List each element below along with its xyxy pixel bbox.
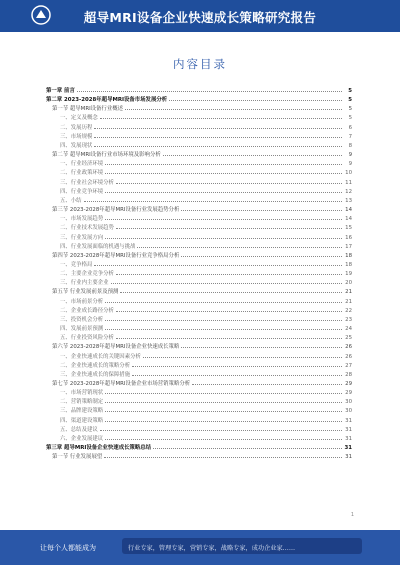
toc-entry-item[interactable] [46,416,352,425]
toc-entry-page: 17 [345,243,352,250]
toc-entry-page: 18 [345,252,352,259]
toc-entry-page: 31 [345,435,352,442]
toc-entry-section[interactable] [46,104,352,113]
toc-entry-page: 14 [345,207,352,214]
toc-entry-page: 19 [345,271,352,278]
dot-leader [100,113,342,119]
toc-entry-label: 一、定义及概念 [60,115,98,122]
dot-leader [104,452,342,458]
dot-leader [105,168,342,174]
toc-entry-label: 第四节 2023-2028年超导MRI设备行业竞争格局分析 [52,252,180,259]
toc-entry-item[interactable] [46,434,352,443]
toc-entry-item[interactable] [46,333,352,342]
toc-entry-label: 三、企业快速成长的保障措施 [60,371,131,378]
toc-entry-page: 6 [348,124,352,131]
toc-entry-item[interactable] [46,269,352,278]
toc-entry-item[interactable] [46,113,352,122]
toc-entry-label: 一、行业经济环境 [60,161,104,168]
toc-entry-page: 14 [345,216,352,223]
toc-entry-label: 三、品牌建设策略 [60,408,104,415]
dot-leader [105,397,342,403]
dot-leader [100,425,342,431]
toc-entry-label: 第一节 行业发展展望 [52,454,103,461]
dot-leader [111,278,342,284]
toc-entry-page: 9 [348,152,352,159]
toc-entry-page: 31 [344,445,352,452]
toc-entry-label: 四、发展前景预测 [60,326,104,333]
dot-leader [137,242,342,248]
toc-entry-chapter[interactable] [46,86,352,95]
toc-entry-item[interactable] [46,278,352,287]
toc-entry-item[interactable] [46,397,352,406]
toc-entry-label: 第五节 行业发展前景及预测 [52,289,119,296]
dot-leader [153,443,342,449]
document-title: 超导MRI设备企业快速成长策略研究报告 [83,10,317,25]
toc-entry-item[interactable] [46,406,352,415]
toc-entry-label: 四、行业竞争环境 [60,188,104,195]
toc-entry-item[interactable] [46,168,352,177]
toc-entry-page: 11 [345,179,352,186]
toc-entry-label: 二、行业政策环境 [60,170,104,177]
footer-tagline: 行业专家，管理专家，营销专家，战略专家，成功企业家…… [128,545,296,552]
toc-entry-item[interactable] [46,242,352,251]
footer-slogan: 让每个人都能成为 [40,544,96,552]
toc-entry-section[interactable] [46,379,352,388]
dot-leader [105,388,342,394]
toc-entry-label: 三、行业发展方向 [60,234,104,241]
toc-entry-item[interactable] [46,324,352,333]
dot-leader [84,196,342,202]
toc-entry-item[interactable] [46,214,352,223]
toc-entry-page: 5 [348,115,352,122]
toc-entry-page: 29 [345,390,352,397]
toc-entry-section[interactable] [46,251,352,260]
toc-entry-item[interactable] [46,315,352,324]
toc-entry-label: 一、企业快速成长的关键因素分析 [60,353,141,360]
toc-entry-item[interactable] [46,370,352,379]
toc-entry-page: 31 [345,426,352,433]
toc-entry-label: 一、市场营销现状 [60,390,104,397]
dot-leader [120,287,342,293]
toc-entry-item[interactable] [46,159,352,168]
table-of-contents [46,86,352,461]
dot-leader [105,233,342,239]
dot-leader [116,178,342,184]
toc-entry-item[interactable] [46,196,352,205]
toc-entry-page: 5 [348,97,352,104]
toc-entry-label: 四、渠道建设策略 [60,417,104,424]
toc-entry-page: 5 [348,106,352,113]
dot-leader [116,223,342,229]
dot-leader [105,434,342,440]
toc-entry-label: 二、行业技术发展趋势 [60,225,114,232]
dot-leader [181,342,342,348]
toc-entry-page: 12 [345,188,352,195]
toc-entry-item[interactable] [46,187,352,196]
dot-leader [77,86,342,92]
toc-entry-label: 三、市场规模 [60,133,93,140]
dot-leader [116,306,342,312]
toc-entry-item[interactable] [46,141,352,150]
dot-leader [105,159,342,165]
page-number: 1 [350,512,354,518]
toc-entry-label: 第二章 2023-2028年超导MRI设备市场发展分析 [46,97,168,104]
toc-entry-page: 31 [345,454,352,461]
toc-entry-label: 二、主要企业竞争分析 [60,271,114,278]
toc-entry-item[interactable] [46,425,352,434]
toc-entry-label: 第三节 2023-2028年超导MRI设备行业发展趋势分析 [52,207,180,214]
dot-leader [132,361,342,367]
toc-entry-page: 24 [345,326,352,333]
toc-entry-page: 30 [345,399,352,406]
toc-entry-label: 三、行业内主要企业 [60,280,109,287]
page-header [0,0,400,32]
toc-entry-label: 五、小结 [60,197,82,204]
toc-entry-label: 一、市场发展趋势 [60,216,104,223]
toc-entry-item[interactable] [46,306,352,315]
dot-leader [105,187,342,193]
dot-leader [105,315,342,321]
toc-entry-page: 22 [345,307,352,314]
toc-entry-item[interactable] [46,260,352,269]
dot-leader [143,352,342,358]
toc-entry-section[interactable] [46,287,352,296]
toc-entry-page: 16 [345,234,352,241]
toc-entry-item[interactable] [46,388,352,397]
toc-entry-page: 13 [345,197,352,204]
toc-entry-page: 18 [345,261,352,268]
toc-entry-page: 27 [345,362,352,369]
toc-entry-label: 第一节 超导MRI设备行业概述 [52,106,123,113]
toc-entry-label: 六、企业发展建议 [60,435,104,442]
toc-entry-item[interactable] [46,233,352,242]
toc-entry-page: 30 [345,408,352,415]
toc-entry-label: 二、发展历程 [60,124,93,131]
dot-leader [105,406,342,412]
toc-entry-page: 8 [348,142,352,149]
dot-leader [94,141,342,147]
toc-entry-label: 五、总结及建议 [60,426,98,433]
toc-entry-page: 7 [348,133,352,140]
toc-entry-page: 26 [345,344,352,351]
toc-entry-item[interactable] [46,352,352,361]
dot-leader [163,150,342,156]
toc-entry-label: 三、行业社会环境分析 [60,179,114,186]
toc-entry-item[interactable] [46,178,352,187]
toc-entry-label: 二、企业成长路径分析 [60,307,114,314]
toc-entry-item[interactable] [46,223,352,232]
toc-entry-label: 四、发展现状 [60,142,93,149]
toc-entry-section[interactable] [46,205,352,214]
toc-entry-label: 五、行业投资风险分析 [60,335,114,342]
dot-leader [125,104,342,110]
toc-entry-item[interactable] [46,132,352,141]
toc-entry-page: 9 [348,161,352,168]
toc-entry-label: 三、投资机会分析 [60,316,104,323]
toc-entry-page: 10 [345,170,352,177]
toc-entry-page: 26 [345,353,352,360]
toc-entry-label: 二、企业快速成长的策略分析 [60,362,131,369]
toc-entry-page: 28 [345,371,352,378]
toc-entry-page: 23 [345,316,352,323]
toc-entry-page: 20 [345,280,352,287]
toc-entry-label: 第二节 超导MRI设备行业市场环境及影响分析 [52,152,161,159]
toc-entry-item[interactable] [46,123,352,132]
toc-heading: 内容目录 [173,57,227,71]
toc-entry-page: 31 [345,417,352,424]
toc-entry-chapter[interactable] [46,443,352,452]
dot-leader [105,416,342,422]
dot-leader [169,95,342,101]
toc-entry-item[interactable] [46,361,352,370]
toc-entry-label: 一、市场前景分析 [60,298,104,305]
toc-entry-item[interactable] [46,297,352,306]
toc-entry-label: 第一章 前言 [46,88,75,94]
dot-leader [94,260,342,266]
toc-entry-page: 15 [345,225,352,232]
toc-entry-label: 第六节 2023-2028年超导MRI设备企业快速成长策略 [52,344,180,351]
toc-entry-label: 一、竞争格局 [60,261,93,268]
dot-leader [181,251,342,257]
dot-leader [132,370,342,376]
dot-leader [105,324,342,330]
page-footer [0,530,400,565]
toc-entry-section[interactable] [46,452,352,461]
dot-leader [105,214,342,220]
toc-entry-label: 第七节 2023-2028年超导MRI设备企业市场营销策略分析 [52,381,191,387]
dot-leader [192,379,342,385]
dot-leader [181,205,342,211]
toc-entry-page: 5 [348,88,352,94]
toc-entry-page: 21 [345,289,352,296]
toc-entry-page: 21 [345,298,352,305]
dot-leader [116,333,342,339]
toc-entry-page: 29 [345,381,352,387]
toc-entry-label: 二、营销策略制定 [60,399,104,406]
toc-entry-chapter[interactable] [46,95,352,104]
dot-leader [116,269,342,275]
toc-entry-page: 25 [345,335,352,342]
toc-entry-label: 第三章 超导MRI设备企业快速成长策略总结 [46,445,152,452]
dot-leader [94,132,342,138]
toc-entry-section[interactable] [46,342,352,351]
dot-leader [94,123,342,129]
dot-leader [105,297,342,303]
toc-entry-section[interactable] [46,150,352,159]
toc-entry-label: 四、行业发展面临的机遇与挑战 [60,243,136,250]
